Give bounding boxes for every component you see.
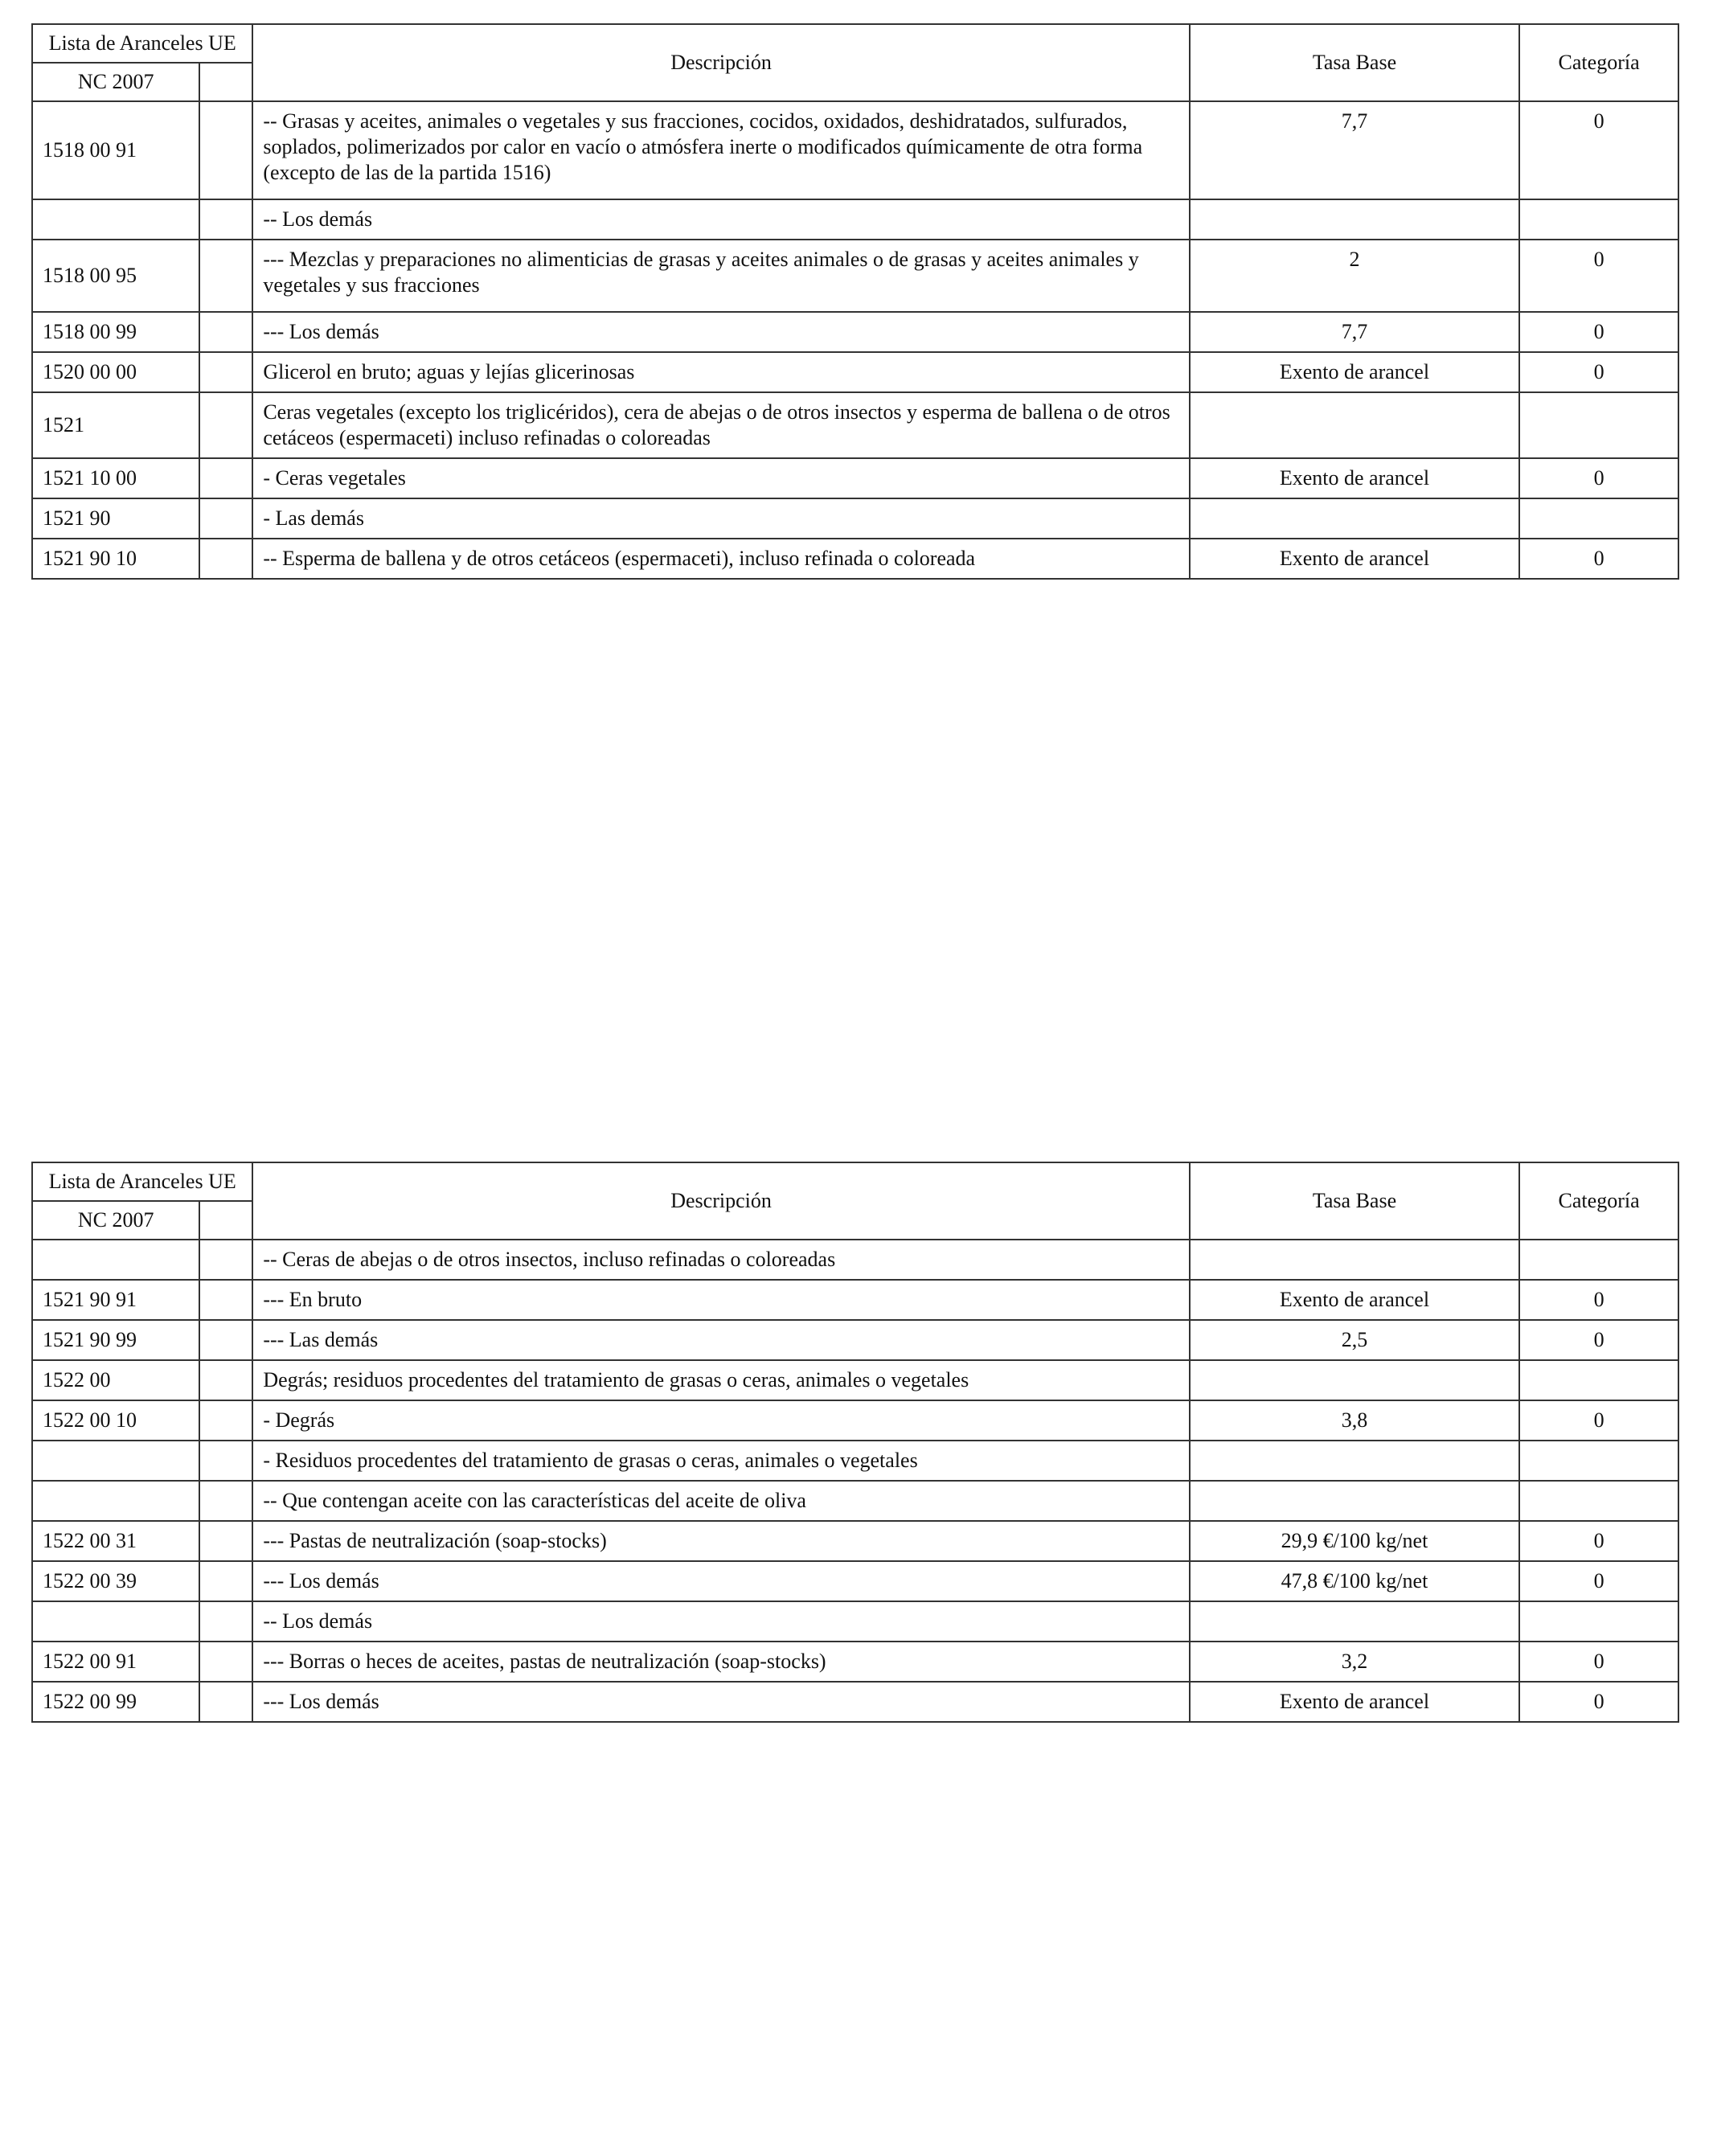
sub-code-cell <box>199 392 252 458</box>
code-cell: 1518 00 99 <box>32 312 199 352</box>
sub-code-cell <box>199 1320 252 1360</box>
description-cell: - Degrás <box>252 1400 1189 1441</box>
code-cell: 1521 90 10 <box>32 539 199 579</box>
table-row <box>32 199 1678 240</box>
rate-cell: 2 <box>1190 240 1519 312</box>
header-nc: NC 2007 <box>32 1201 199 1240</box>
category-cell: 0 <box>1519 1400 1678 1441</box>
table-body <box>32 1162 1678 1722</box>
category-cell <box>1519 1240 1678 1280</box>
sub-code-cell <box>199 1360 252 1400</box>
category-cell: 0 <box>1519 352 1678 392</box>
rate-cell: Exento de arancel <box>1190 352 1519 392</box>
description-cell: --- Pastas de neutralización (soap-stocks) <box>252 1521 1189 1561</box>
rate-cell: Exento de arancel <box>1190 1682 1519 1722</box>
table-row <box>32 1521 1678 1561</box>
table-row <box>32 1642 1678 1682</box>
sub-code-cell <box>199 458 252 498</box>
header-category: Categoría <box>1519 24 1678 101</box>
code-cell: 1521 <box>32 392 199 458</box>
table-row <box>32 1240 1678 1280</box>
sub-code-cell <box>199 240 252 312</box>
table-row <box>32 392 1678 458</box>
table-row <box>32 101 1678 199</box>
rate-cell: 2,5 <box>1190 1320 1519 1360</box>
code-cell: 1518 00 91 <box>32 101 199 199</box>
description-cell: --- Borras o heces de aceites, pastas de neutralización (soap-stocks) <box>252 1642 1189 1682</box>
description-cell: -- Esperma de ballena y de otros cetáceos (espermaceti), incluso refinada o coloreada <box>252 539 1189 579</box>
table-row <box>32 1360 1678 1400</box>
code-cell: 1521 90 91 <box>32 1280 199 1320</box>
sub-code-cell <box>199 199 252 240</box>
sub-code-cell <box>199 1682 252 1722</box>
description-cell: Glicerol en bruto; aguas y lejías glicerinosas <box>252 352 1189 392</box>
category-cell <box>1519 1441 1678 1481</box>
rate-cell <box>1190 1240 1519 1280</box>
table-row <box>32 1682 1678 1722</box>
category-cell: 0 <box>1519 240 1678 312</box>
table-row <box>32 1481 1678 1521</box>
table-row <box>32 458 1678 498</box>
header-rate: Tasa Base <box>1190 1162 1519 1240</box>
rate-cell: 3,2 <box>1190 1642 1519 1682</box>
description-cell: -- Ceras de abejas o de otros insectos, incluso refinadas o coloreadas <box>252 1240 1189 1280</box>
rate-cell: 3,8 <box>1190 1400 1519 1441</box>
tariff-table-2 <box>31 1162 1679 1723</box>
code-cell: 1522 00 39 <box>32 1561 199 1601</box>
sub-code-cell <box>199 1481 252 1521</box>
table-row <box>32 1441 1678 1481</box>
code-cell: 1522 00 99 <box>32 1682 199 1722</box>
code-cell: 1522 00 91 <box>32 1642 199 1682</box>
rate-cell <box>1190 498 1519 539</box>
sub-code-cell <box>199 312 252 352</box>
header-nc-blank <box>199 1201 252 1240</box>
category-cell: 0 <box>1519 1521 1678 1561</box>
table-row <box>32 1320 1678 1360</box>
table-row <box>32 1280 1678 1320</box>
code-cell <box>32 199 199 240</box>
description-cell: --- Los demás <box>252 1682 1189 1722</box>
code-cell: 1521 90 99 <box>32 1320 199 1360</box>
header-list: Lista de Aranceles UE <box>32 1162 252 1201</box>
category-cell: 0 <box>1519 1682 1678 1722</box>
category-cell: 0 <box>1519 458 1678 498</box>
category-cell: 0 <box>1519 539 1678 579</box>
category-cell: 0 <box>1519 101 1678 199</box>
rate-cell: Exento de arancel <box>1190 458 1519 498</box>
header-nc-blank <box>199 63 252 101</box>
description-cell: -- Que contengan aceite con las características del aceite de oliva <box>252 1481 1189 1521</box>
description-cell: --- Las demás <box>252 1320 1189 1360</box>
rate-cell <box>1190 392 1519 458</box>
table-row <box>32 352 1678 392</box>
header-row <box>32 1162 1678 1201</box>
sub-code-cell <box>199 1240 252 1280</box>
rate-cell <box>1190 1481 1519 1521</box>
code-cell <box>32 1240 199 1280</box>
header-nc: NC 2007 <box>32 63 199 101</box>
category-cell <box>1519 1360 1678 1400</box>
category-cell: 0 <box>1519 312 1678 352</box>
category-cell: 0 <box>1519 1280 1678 1320</box>
table-row <box>32 1400 1678 1441</box>
table-row <box>32 312 1678 352</box>
description-cell: -- Grasas y aceites, animales o vegetales y sus fracciones, cocidos, oxidados, deshidratados, sulfurados, soplados, polimerizados por calor en vacío o atmósfera inerte o modificados químicamente de otra forma (excepto de las de la partida 1516) <box>252 101 1189 199</box>
sub-code-cell <box>199 1561 252 1601</box>
description-cell: - Residuos procedentes del tratamiento de grasas o ceras, animales o vegetales <box>252 1441 1189 1481</box>
sub-code-cell <box>199 1642 252 1682</box>
category-cell <box>1519 498 1678 539</box>
rate-cell <box>1190 1441 1519 1481</box>
rate-cell: 29,9 €/100 kg/net <box>1190 1521 1519 1561</box>
code-cell <box>32 1481 199 1521</box>
description-cell: - Ceras vegetales <box>252 458 1189 498</box>
description-cell: -- Los demás <box>252 199 1189 240</box>
category-cell <box>1519 1481 1678 1521</box>
table-row <box>32 498 1678 539</box>
tariff-table-1 <box>31 23 1679 580</box>
description-cell: --- Los demás <box>252 312 1189 352</box>
header-description: Descripción <box>252 1162 1189 1240</box>
sub-code-cell <box>199 1441 252 1481</box>
table-row <box>32 1561 1678 1601</box>
code-cell: 1520 00 00 <box>32 352 199 392</box>
sub-code-cell <box>199 352 252 392</box>
description-cell: Degrás; residuos procedentes del tratamiento de grasas o ceras, animales o vegetales <box>252 1360 1189 1400</box>
table-row <box>32 240 1678 312</box>
code-cell: 1522 00 10 <box>32 1400 199 1441</box>
category-cell <box>1519 199 1678 240</box>
code-cell: 1522 00 31 <box>32 1521 199 1561</box>
table-body <box>32 24 1678 579</box>
description-cell: --- En bruto <box>252 1280 1189 1320</box>
sub-code-cell <box>199 101 252 199</box>
code-cell: 1518 00 95 <box>32 240 199 312</box>
sub-code-cell <box>199 1400 252 1441</box>
sub-code-cell <box>199 498 252 539</box>
rate-cell <box>1190 1360 1519 1400</box>
code-cell: 1522 00 <box>32 1360 199 1400</box>
table-row <box>32 539 1678 579</box>
rate-cell: Exento de arancel <box>1190 1280 1519 1320</box>
category-cell <box>1519 1601 1678 1642</box>
description-cell: Ceras vegetales (excepto los triglicéridos), cera de abejas o de otros insectos y esperma de ballena o de otros cetáceos (espermaceti) incluso refinadas o coloreadas <box>252 392 1189 458</box>
description-cell: --- Los demás <box>252 1561 1189 1601</box>
sub-code-cell <box>199 1521 252 1561</box>
sub-code-cell <box>199 1280 252 1320</box>
header-category: Categoría <box>1519 1162 1678 1240</box>
rate-cell: 47,8 €/100 kg/net <box>1190 1561 1519 1601</box>
header-list: Lista de Aranceles UE <box>32 24 252 63</box>
description-cell: - Las demás <box>252 498 1189 539</box>
header-rate: Tasa Base <box>1190 24 1519 101</box>
sub-code-cell <box>199 539 252 579</box>
description-cell: --- Mezclas y preparaciones no alimenticias de grasas y aceites animales o de grasas y aceites animales y vegetales y sus fracciones <box>252 240 1189 312</box>
code-cell: 1521 10 00 <box>32 458 199 498</box>
rate-cell: Exento de arancel <box>1190 539 1519 579</box>
code-cell: 1521 90 <box>32 498 199 539</box>
category-cell: 0 <box>1519 1561 1678 1601</box>
code-cell <box>32 1601 199 1642</box>
rate-cell: 7,7 <box>1190 312 1519 352</box>
sub-code-cell <box>199 1601 252 1642</box>
category-cell: 0 <box>1519 1642 1678 1682</box>
description-cell: -- Los demás <box>252 1601 1189 1642</box>
rate-cell: 7,7 <box>1190 101 1519 199</box>
table-row <box>32 1601 1678 1642</box>
header-row <box>32 24 1678 63</box>
header-description: Descripción <box>252 24 1189 101</box>
code-cell <box>32 1441 199 1481</box>
category-cell: 0 <box>1519 1320 1678 1360</box>
rate-cell <box>1190 1601 1519 1642</box>
category-cell <box>1519 392 1678 458</box>
rate-cell <box>1190 199 1519 240</box>
